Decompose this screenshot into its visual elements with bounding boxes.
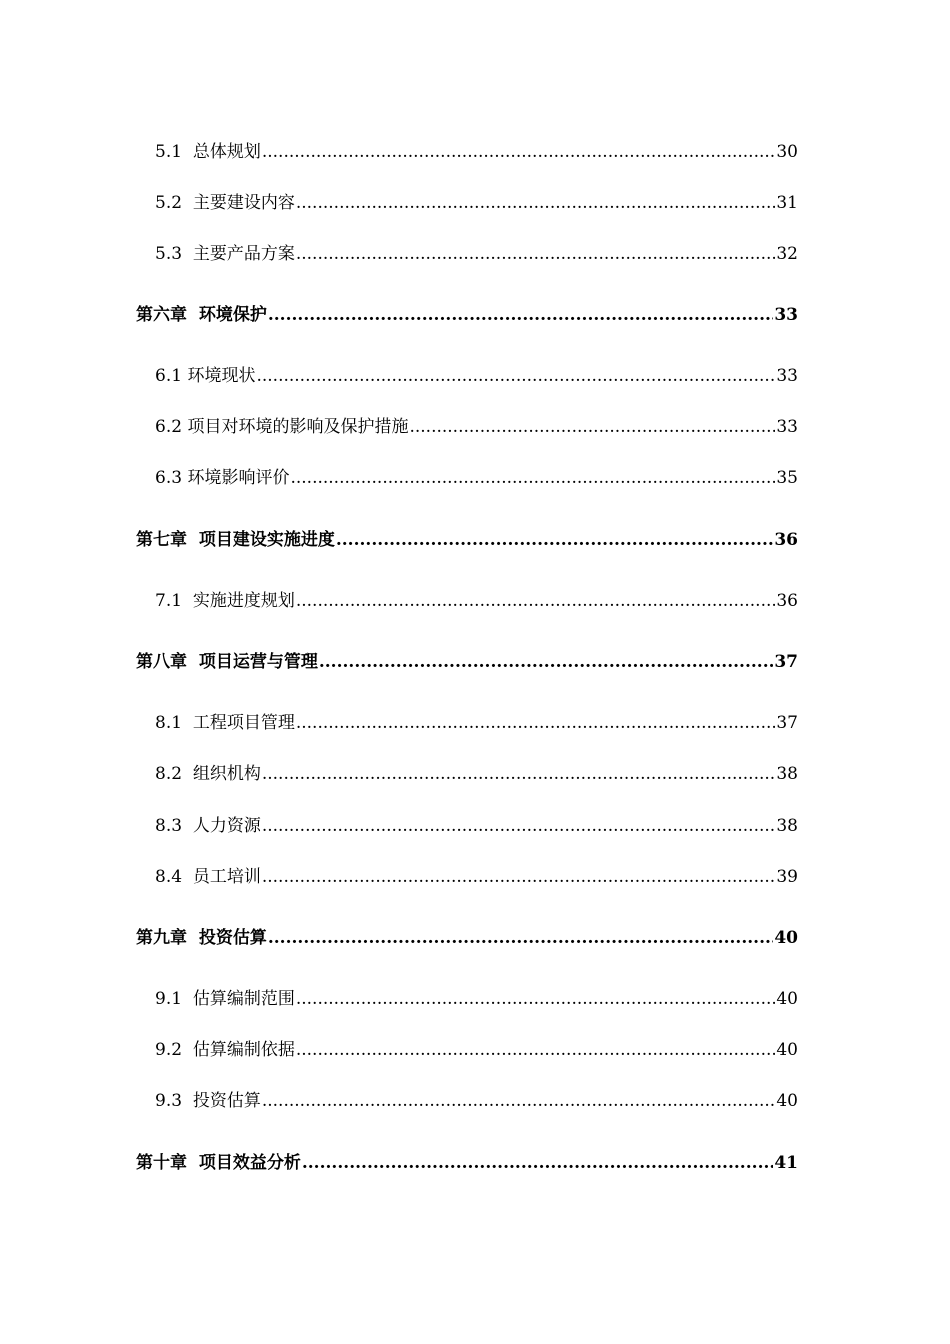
toc-chapter-6[interactable] xyxy=(136,302,798,328)
toc-entry-title: 6.3 环境影响评价 xyxy=(155,468,290,488)
toc-leader-dots xyxy=(268,925,773,951)
toc-page-number: 40 xyxy=(776,1091,798,1111)
toc-chapter-10[interactable] xyxy=(136,1150,798,1176)
toc-leader-dots xyxy=(296,710,776,736)
toc-entry-title: 8.2 组织机构 xyxy=(155,764,261,784)
toc-chapter-7[interactable] xyxy=(136,527,798,553)
toc-page-number: 38 xyxy=(776,764,798,784)
toc-page-number: 38 xyxy=(776,816,798,836)
toc-entry-title: 9.3 投资估算 xyxy=(155,1091,261,1111)
toc-entry-6-2[interactable] xyxy=(155,414,798,440)
toc-chapter-title: 第七章 项目建设实施进度 xyxy=(136,530,335,550)
toc-chapter-9[interactable] xyxy=(136,925,798,951)
toc-page-number: 35 xyxy=(776,468,798,488)
toc-leader-dots xyxy=(296,986,776,1012)
toc-leader-dots xyxy=(296,190,776,216)
toc-chapter-title: 第九章 投资估算 xyxy=(136,928,267,948)
toc-chapter-8[interactable] xyxy=(136,649,798,675)
toc-entry-5-3[interactable] xyxy=(155,241,798,267)
toc-entry-title: 7.1 实施进度规划 xyxy=(155,591,295,611)
toc-leader-dots xyxy=(262,1088,776,1114)
toc-page-number: 33 xyxy=(776,366,798,386)
toc-leader-dots xyxy=(268,302,773,328)
toc-page-number: 36 xyxy=(776,591,798,611)
toc-leader-dots xyxy=(296,241,776,267)
toc-leader-dots xyxy=(296,588,776,614)
toc-entry-8-1[interactable] xyxy=(155,710,798,736)
toc-entry-9-2[interactable] xyxy=(155,1037,798,1063)
toc-entry-title: 6.2 项目对环境的影响及保护措施 xyxy=(155,417,409,437)
toc-entry-title: 5.3 主要产品方案 xyxy=(155,244,295,264)
toc-page-number: 39 xyxy=(776,867,798,887)
toc-page-number: 40 xyxy=(776,989,798,1009)
toc-page-number: 40 xyxy=(774,928,798,948)
toc-entry-6-3[interactable] xyxy=(155,465,798,491)
toc-entry-8-4[interactable] xyxy=(155,864,798,890)
toc-leader-dots xyxy=(290,465,775,491)
toc-page-number: 37 xyxy=(774,652,798,672)
toc-page-number: 40 xyxy=(776,1040,798,1060)
toc-leader-dots xyxy=(262,864,776,890)
toc-entry-6-1[interactable] xyxy=(155,363,798,389)
toc-entry-title: 9.1 估算编制范围 xyxy=(155,989,295,1009)
toc-leader-dots xyxy=(336,527,773,553)
toc-chapter-title: 第六章 环境保护 xyxy=(136,305,267,325)
toc-page-number: 33 xyxy=(774,305,798,325)
toc-chapter-title: 第十章 项目效益分析 xyxy=(136,1153,301,1173)
toc-page-number: 41 xyxy=(774,1153,798,1173)
toc-entry-7-1[interactable] xyxy=(155,588,798,614)
toc-entry-5-1[interactable] xyxy=(155,139,798,165)
toc-leader-dots xyxy=(262,813,776,839)
toc-page-number: 30 xyxy=(776,142,798,162)
toc-entry-5-2[interactable] xyxy=(155,190,798,216)
toc-entry-9-1[interactable] xyxy=(155,986,798,1012)
toc-page-number: 33 xyxy=(776,417,798,437)
toc-leader-dots xyxy=(302,1150,773,1176)
toc-leader-dots xyxy=(409,414,775,440)
toc-page-number: 37 xyxy=(776,713,798,733)
toc-chapter-title: 第八章 项目运营与管理 xyxy=(136,652,318,672)
toc-entry-title: 8.3 人力资源 xyxy=(155,816,261,836)
toc-entry-title: 5.2 主要建设内容 xyxy=(155,193,295,213)
toc-entry-9-3[interactable] xyxy=(155,1088,798,1114)
toc-page-number: 36 xyxy=(774,530,798,550)
toc-leader-dots xyxy=(256,363,775,389)
toc-leader-dots xyxy=(262,761,776,787)
toc-entry-title: 9.2 估算编制依据 xyxy=(155,1040,295,1060)
toc-entry-title: 8.4 员工培训 xyxy=(155,867,261,887)
toc-leader-dots xyxy=(319,649,773,675)
toc-entry-title: 5.1 总体规划 xyxy=(155,142,261,162)
toc-entry-title: 8.1 工程项目管理 xyxy=(155,713,295,733)
toc-page-number: 31 xyxy=(776,193,798,213)
toc-leader-dots xyxy=(296,1037,776,1063)
toc-page-number: 32 xyxy=(776,244,798,264)
toc-entry-8-3[interactable] xyxy=(155,813,798,839)
toc-entry-8-2[interactable] xyxy=(155,761,798,787)
toc-entry-title: 6.1 环境现状 xyxy=(155,366,256,386)
toc-leader-dots xyxy=(262,139,776,165)
